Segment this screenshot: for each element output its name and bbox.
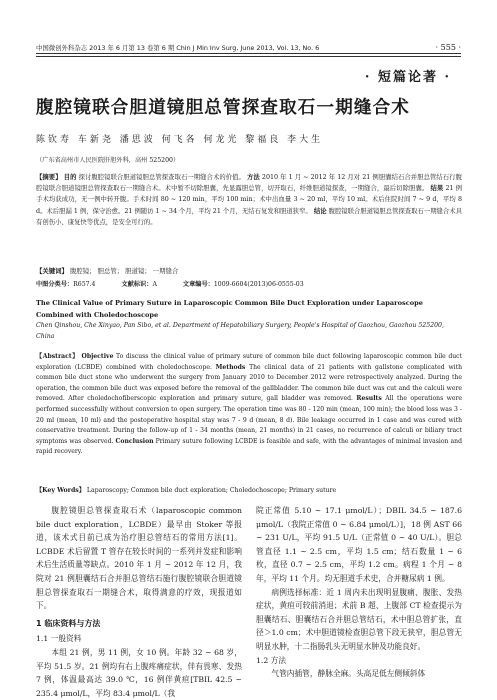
- keywords-label: 【关键词】: [36, 267, 68, 275]
- en-objective-label: Objective: [81, 353, 114, 360]
- keywords-text: 腹腔镜； 胆总管； 胆道镜； 一期缝合: [70, 267, 179, 275]
- page-number: · 555 ·: [435, 43, 461, 52]
- section-heading-1: 1 临床资料与方法: [36, 618, 101, 628]
- method-label: 方法: [247, 174, 260, 181]
- body-column-right: [256, 504, 462, 681]
- inclusion-criteria-paragraph: 病例选择标准：近 1 周内未出现明显腹痛、腹胀、发热症状，黄疸可较前消退；术前 B 超、上腹部 CT 检查提示为胆囊结石、胆囊结石合并胆总管结石，术中胆总管扩张，直径＞1.0 cm；术中胆道镜检查胆总管下段无狭窄，胆总管无明显水肿，十二指肠乳头无明显水肿及功能良好。: [256, 587, 462, 651]
- article-title: 腹腔镜联合胆道镜胆总管探查取石一期缝合术: [36, 98, 410, 118]
- doc-code: [122, 279, 157, 288]
- classification-ids: [36, 279, 304, 288]
- result-text: 21 例手术均获成功，无一例中转开腹。手术时间 80 ~ 120 min，平均 100 min；术中出血量 3 ~ 20 ml，平均 10 ml。术后住院时间 7 ~ 9 d，平均 8 d。术后胆漏 1 例，保守治愈。21 例随访 1 ~ 34 个月，平均 21 个月，无结石复发和胆道狭窄。: [36, 185, 462, 215]
- author-list: 陈钦寿 车新尧 潘思波 何飞各 何龙光 黎福良 李大生: [36, 135, 324, 145]
- objective-label: 目的: [63, 174, 77, 181]
- affiliation: （广东省高州市人民医院肝胆外科，高州 525200）: [36, 157, 180, 164]
- en-results-text: All the operations were performed successfully without conversion to open surgery. The operation time was 80 - 120 min (mean, 100 min); the blood loss was 3 - 20 ml (mean, 10 ml) and the postoperative hospital stay was 7 - 9 d (mean, 8 d). Bile leakage occurred in 1 case and was cured with conservative treatment. During the follow-up of 1 - 34 months (mean, 21 months) in 21 cases, no recurrence of calculi or biliary tract symptoms was observed.: [36, 395, 463, 445]
- english-authors: Chen Qinshou, Che Xinyao, Pan Sibo, et al. Department of Hepatobiliary Surgery, People's Hospital of Gaozhou, Gaozhou 525200, China: [36, 322, 444, 340]
- conclusion-text: 腹腔镜联合胆道镜胆总管探查取石一期缝合术具有创伤小、康复快等优点，是安全可行的。: [36, 207, 462, 226]
- objective-text: 探讨腹腔镜联合胆道镜胆总管探查取石一期缝合术的价值。: [78, 174, 245, 181]
- journal-citation: 中国微创外科杂志 2013 年 6 月第 13 卷第 6 期 Chin J Min Inv Surg, June 2013, Vol. 13, No. 6: [36, 44, 320, 52]
- abstract-label: 【摘要】: [36, 174, 62, 181]
- header-rule-top: [36, 53, 461, 54]
- en-results-label: Results: [356, 395, 382, 403]
- english-title: The Clinical Value of Primary Suture in Laparoscopic Common Bile Duct Exploration under Laparoscope Combined with Choledochoscope: [36, 299, 423, 319]
- en-methods-text: The clinical data of 21 patients with gallstone complicated with common bile duct stone who underwent the surgery from January 2010 to December 2012 were retrospectively analyzed. During the operation, the common bile duct was exposed before the removal of the gallbladder. The common bile duct was cut and the calculi were removed. After choledochofiberscopic exploration and primary suture, gall bladder was removed.: [36, 363, 462, 403]
- english-abstract: [36, 352, 462, 458]
- doc-label: 文献标识：: [121, 281, 153, 288]
- article-number: [183, 279, 304, 288]
- header-rule-bottom: [36, 56, 461, 57]
- article-label: 文章编号：: [182, 281, 214, 288]
- section-tag: · 短篇论著 ·: [364, 70, 451, 85]
- en-abstract-label: 【Abstract】: [36, 353, 79, 360]
- en-methods-label: Methods: [215, 363, 246, 371]
- article-value: 1009-6604(2013)06-0555-03: [213, 281, 304, 288]
- conclusion-label: 结论: [313, 207, 327, 215]
- chinese-keywords: [36, 266, 178, 275]
- en-conclusion-text: Primary suture following LCBDE is feasible and safe, with the advantages of minimal invasion and rapid recovery.: [36, 437, 462, 456]
- clc-id: [36, 279, 96, 288]
- body-column-left: [36, 504, 242, 700]
- intro-paragraph: 腹腔镜胆总管探查取石术（laparoscopic common bile duct exploration，LCBDE）最早由 Stoker 等报道，该术式目前已成为治疗胆总管结石的常用方法[1]。LCBDE 术后留置 T 管存在较长时间的一系列并发症和影响术后生活质量等缺点。2010 年 1 月 ~ 2012 年 12 月，我院对 21 例胆囊结石合并胆总管结石施行腹腔镜联合胆道镜胆总管探查取石一期缝合术，取得满意的疗效，现报道如下。: [36, 506, 242, 611]
- section-heading-1-2: 1.2 方法: [256, 655, 287, 665]
- en-conclusion-label: Conclusion: [115, 437, 154, 445]
- chinese-abstract: [36, 172, 462, 228]
- section-heading-1-1: 1.1 一般资料: [36, 634, 82, 644]
- en-keywords-text: Laparoscopy; Common bile duct exploration; Choledochoscope; Primary suture: [86, 487, 337, 494]
- en-keywords-label: 【Key Words】: [36, 487, 85, 494]
- result-label: 结果: [430, 185, 444, 193]
- doc-value: A: [152, 281, 157, 288]
- general-data-paragraph: 本组 21 例，男 11 例，女 10 例。年龄 32 ~ 68 岁，平均 51.5 岁。21 例均有右上腹疼痛症状，伴有畏寒、发热 7 例，体温最高达 39.0 ℃，16 例伴黄疸[TBIL 42.5 ~ 235.4 μmol/L，平均 83.4 μmol/L（我: [36, 647, 242, 698]
- en-objective-text: To discuss the clinical value of primary suture of common bile duct following laparoscopic common bile duct exploration (LCBDE) combined with choledochoscope.: [36, 353, 463, 371]
- english-keywords: [36, 485, 462, 494]
- general-data-continued: 院正常值 5.10 ~ 17.1 μmol/L）；DBIL 34.5 ~ 187.6 μmol/L（我院正常值 0 ~ 6.84 μmol/L）]，18 例 AST 66 ~ 231 U/L，平均 91.5 U/L（正常值 0 ~ 40 U/L）。胆总管直径 1.1 ~ 2.5 cm，平均 1.5 cm；结石数量 1 ~ 6 枚，直径 0.7 ~ 2.5 cm，平均 1.2 cm。病程 1 个月 ~ 8 年，平均 11 个月。均无胆道手术史，合并糖尿病 1 例。: [256, 506, 462, 583]
- method-text: 2010 年 1 月 ~ 2012 年 12 月对 21 例胆囊结石合并胆总管结石行腹腔镜联合胆道镜胆总管探查取石一期缝合术。术中暂不切除胆囊，先显露胆总管，切开取石，纤维胆道镜探查，一期缝合，最后切除胆囊。: [36, 174, 462, 193]
- clc-value: R657.4: [73, 281, 96, 288]
- method-paragraph: 气管内插管，静脉全麻。头高足低左侧倾斜体: [271, 669, 426, 679]
- clc-label: 中图分类号：: [36, 281, 74, 288]
- running-header: [36, 40, 461, 52]
